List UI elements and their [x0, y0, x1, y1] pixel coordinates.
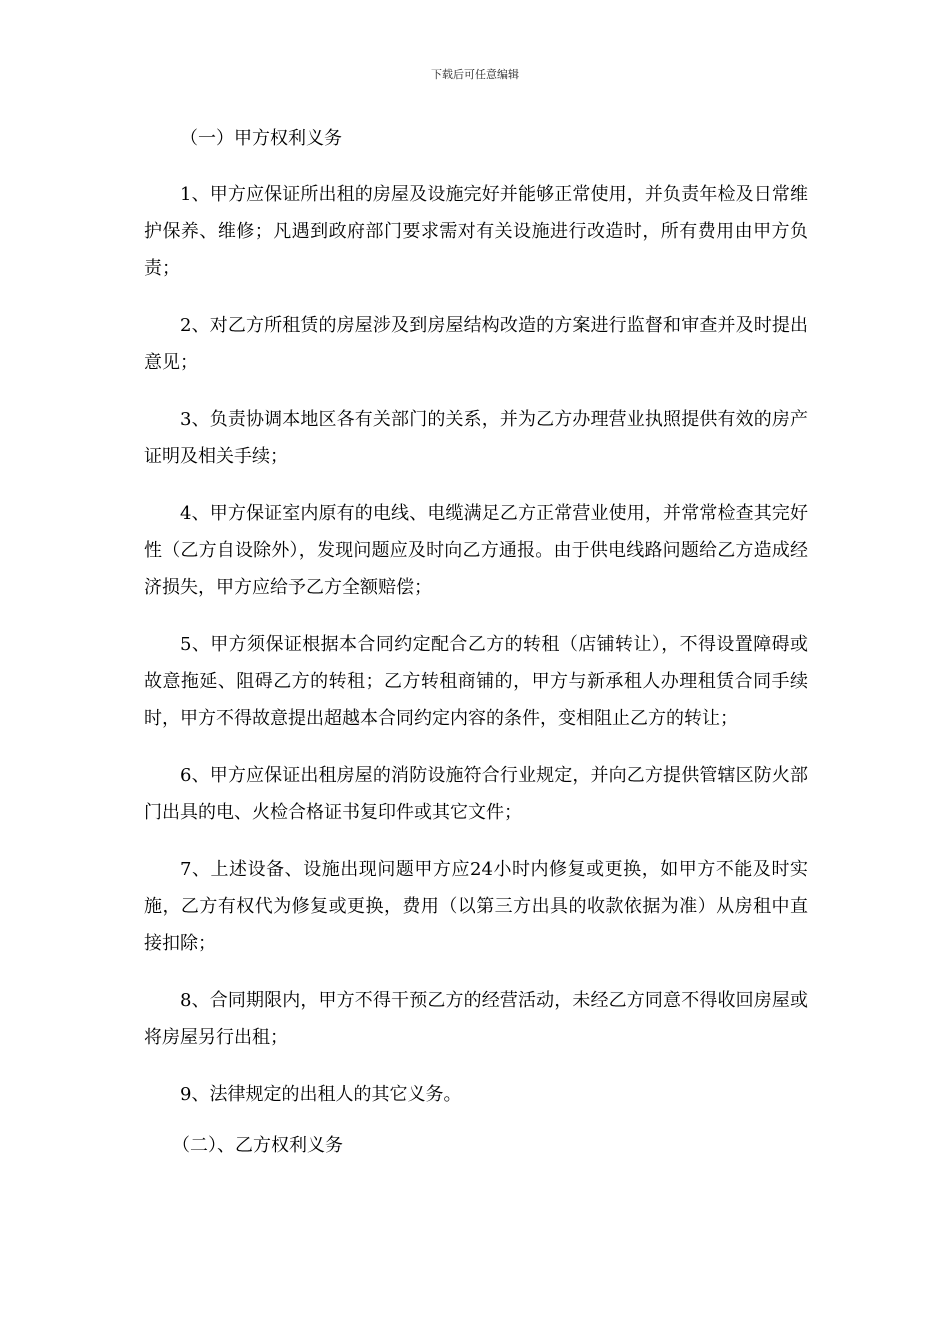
clause-8: 8、合同期限内，甲方不得干预乙方的经营活动，未经乙方同意不得收回房屋或将房屋另行出租；: [144, 990, 808, 1048]
clause-5: 5、甲方须保证根据本合同约定配合乙方的转租（店铺转让），不得设置障碍或故意拖延、阻碍乙方的转租；乙方转租商铺的，甲方与新承租人办理租赁合同手续时，甲方不得故意提出超越本合同约定内容的条件，变相阻止乙方的转让；: [144, 634, 808, 729]
clause-7: 7、上述设备、设施出现问题甲方应24小时内修复或更换，如甲方不能及时实施，乙方有权代为修复或更换，费用（以第三方出具的收款依据为准）从房租中直接扣除；: [144, 859, 808, 954]
clause-1: 1、甲方应保证所出租的房屋及设施完好并能够正常使用，并负责年检及日常维护保养、维修；凡遇到政府部门要求需对有关设施进行改造时，所有费用由甲方负责；: [144, 184, 808, 279]
page-header-note: 下载后可任意编辑: [431, 68, 519, 81]
section-heading-party-b: （二）、乙方权利义务: [172, 1135, 343, 1156]
clause-4: 4、甲方保证室内原有的电线、电缆满足乙方正常营业使用，并常常检查其完好性（乙方自设除外），发现问题应及时向乙方通报。由于供电线路问题给乙方造成经济损失，甲方应给予乙方全额赔偿；: [144, 503, 808, 598]
clause-6: 6、甲方应保证出租房屋的消防设施符合行业规定，并向乙方提供管辖区防火部门出具的电、火检合格证书复印件或其它文件；: [144, 765, 808, 823]
clause-2: 2、对乙方所租赁的房屋涉及到房屋结构改造的方案进行监督和审查并及时提出意见；: [144, 315, 808, 373]
document-body: [144, 122, 808, 1163]
section-heading-party-a: （一）甲方权利义务: [180, 128, 342, 149]
clause-3: 3、负责协调本地区各有关部门的关系，并为乙方办理营业执照提供有效的房产证明及相关手续；: [144, 409, 808, 467]
clause-9: 9、法律规定的出租人的其它义务。: [180, 1084, 462, 1105]
